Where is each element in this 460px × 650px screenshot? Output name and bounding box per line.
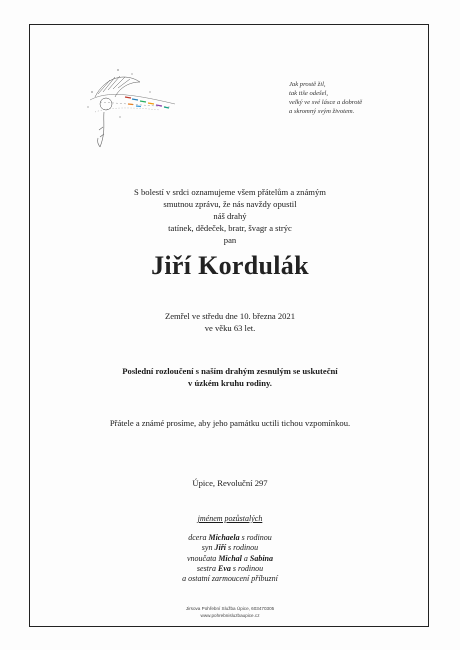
poem-line: Jak prostě žil, bbox=[289, 81, 326, 88]
death-date: Zemřel ve středu dne 10. března 2021 bbox=[164, 311, 296, 321]
intro-line: tatínek, dědeček, bratr, švagr a strýc bbox=[168, 223, 292, 233]
mourner-line: dcera Michaela s rodinou bbox=[188, 533, 272, 542]
intro-line: náš drahý bbox=[213, 211, 247, 221]
poem-line: velký ve své lásce a dobrotě bbox=[289, 99, 363, 107]
poem-line: a skromný svým životem. bbox=[289, 108, 355, 116]
mourner-line: vnoučata Michal a Sabina bbox=[186, 553, 273, 563]
announcement-intro bbox=[0, 186, 460, 246]
family-address: Úpice, Revoluční 297 bbox=[192, 478, 268, 488]
farewell-line: v úzkém kruhu rodiny. bbox=[188, 377, 272, 388]
poem-line: tak tiše odešel, bbox=[289, 90, 329, 98]
mourner-line: sestra Eva s rodinou bbox=[196, 563, 264, 573]
funeral-service-footer bbox=[0, 605, 460, 619]
intro-line: S bolestí v srdci oznamujeme všem přátelům a známým bbox=[134, 187, 326, 197]
footer-website[interactable]: www.pohrebnisluzbaupice.cz bbox=[200, 613, 260, 618]
farewell-notice bbox=[0, 366, 460, 389]
mourners-heading: jménem pozůstalých bbox=[197, 514, 263, 523]
dove-fish-sketch-icon bbox=[70, 52, 180, 152]
intro-line: smutnou zprávu, že nás navždy opustil bbox=[163, 199, 297, 209]
mourner-line: syn Jiří s rodinou bbox=[201, 543, 259, 553]
intro-line: pan bbox=[223, 235, 237, 245]
footer-company: Jirsova Pohřební Služba Úpice, 603470305 bbox=[185, 606, 275, 611]
death-age: ve věku 63 let. bbox=[204, 322, 256, 333]
farewell-line: Poslední rozloučení s naším drahým zesnulým se uskuteční bbox=[122, 366, 338, 376]
remembrance-request: Přátele a známé prosíme, aby jeho památku uctili tichou vzpomínkou. bbox=[109, 418, 351, 428]
mourner-line: a ostatní zarmoucení příbuzní bbox=[182, 574, 278, 584]
mourners-list bbox=[0, 533, 460, 584]
poem-verse bbox=[289, 80, 429, 116]
death-details bbox=[0, 311, 460, 334]
deceased-name: Jiří Kordulák bbox=[151, 251, 309, 280]
